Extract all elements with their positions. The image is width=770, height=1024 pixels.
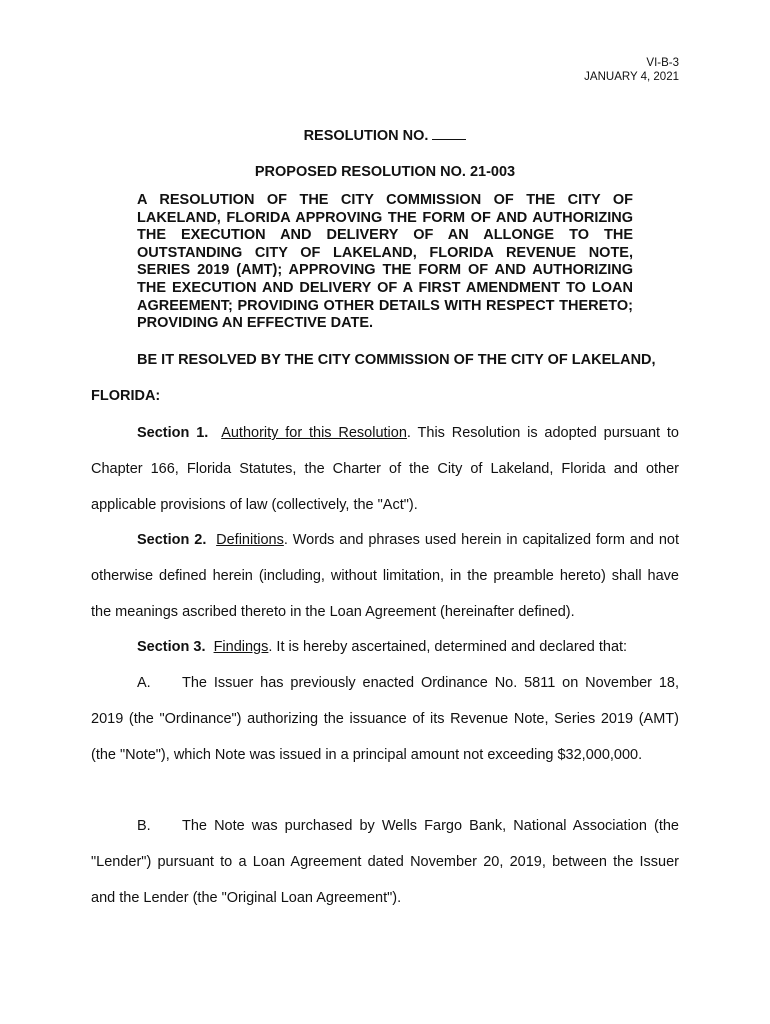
reference-code: VI-B-3 [646,57,679,69]
finding-a-letter: A. [137,675,151,691]
section-2-text: . Words and phrases used herein in capitalized form and not otherwise defined herein (including, without limitation, in the preamble hereto) shall have the meanings ascribed thereto in the Loan Agreement (hereinafter defined). [91,532,680,620]
resolution-title: A RESOLUTION OF THE CITY COMMISSION OF THE CITY OF LAKELAND, FLORIDA APPROVING THE FORM OF AND AUTHORIZING THE EXECUTION AND DELIVERY OF AN ALLONGE TO THE OUTSTANDING CITY OF LAKELAND, FLORIDA REVENUE NOTE, SERIES 2019 (AMT); APPROVING THE FORM OF AND AUTHORIZING THE EXECUTION AND DELIVERY OF A FIRST AMENDMENT TO LOAN AGREEMENT; PROVIDING OTHER DETAILS WITH RESPECT THERETO; PROVIDING AN EFFECTIVE DATE. [137,192,633,332]
proposed-resolution-number: PROPOSED RESOLUTION NO. 21-003 [254,164,516,180]
section-2-label: Section 2. [137,532,207,548]
finding-a-text: The Issuer has previously enacted Ordinance No. 5811 on November 18, 2019 (the "Ordinance") authorizing the issuance of its Revenue Note, Series 2019 (AMT) (the "Note"), which Note was issued in a principal amount not exceeding $32,000,000. [91,675,679,763]
section-3-text: . It is hereby ascertained, determined and declared that: [268,639,628,655]
section-3-paragraph [91,630,679,666]
be-it-resolved-continuation: FLORIDA: [91,388,161,404]
resolution-number [0,127,770,144]
section-2-paragraph [91,523,679,630]
section-3-label: Section 3. [137,639,206,655]
resolution-number-blank [432,127,466,140]
section-1-heading: Authority for this Resolution [221,425,407,441]
section-2-heading: Definitions [216,532,284,548]
finding-b-letter: B. [137,818,151,834]
page-header [584,56,679,84]
finding-a-paragraph [91,666,679,773]
section-3-heading: Findings [213,639,269,655]
section-1-text: . This Resolution is adopted pursuant to Chapter 166, Florida Statutes, the Charter of the City of Lakeland, Florida and other applicable provisions of law (collectively, the "Act"). [91,425,680,513]
header-date: JANUARY 4, 2021 [584,71,679,83]
finding-b-text: The Note was purchased by Wells Fargo Bank, National Association (the "Lender") pursuant to a Loan Agreement dated November 20, 2019, between the Issuer and the Lender (the "Original Loan Agreement"). [91,818,679,906]
be-it-resolved-clause: BE IT RESOLVED BY THE CITY COMMISSION OF THE CITY OF LAKELAND, [137,352,656,368]
section-1-label: Section 1. [137,425,209,441]
section-1-paragraph [91,416,679,523]
finding-b-paragraph [91,809,679,916]
resolution-number-label: RESOLUTION NO. [303,128,429,144]
